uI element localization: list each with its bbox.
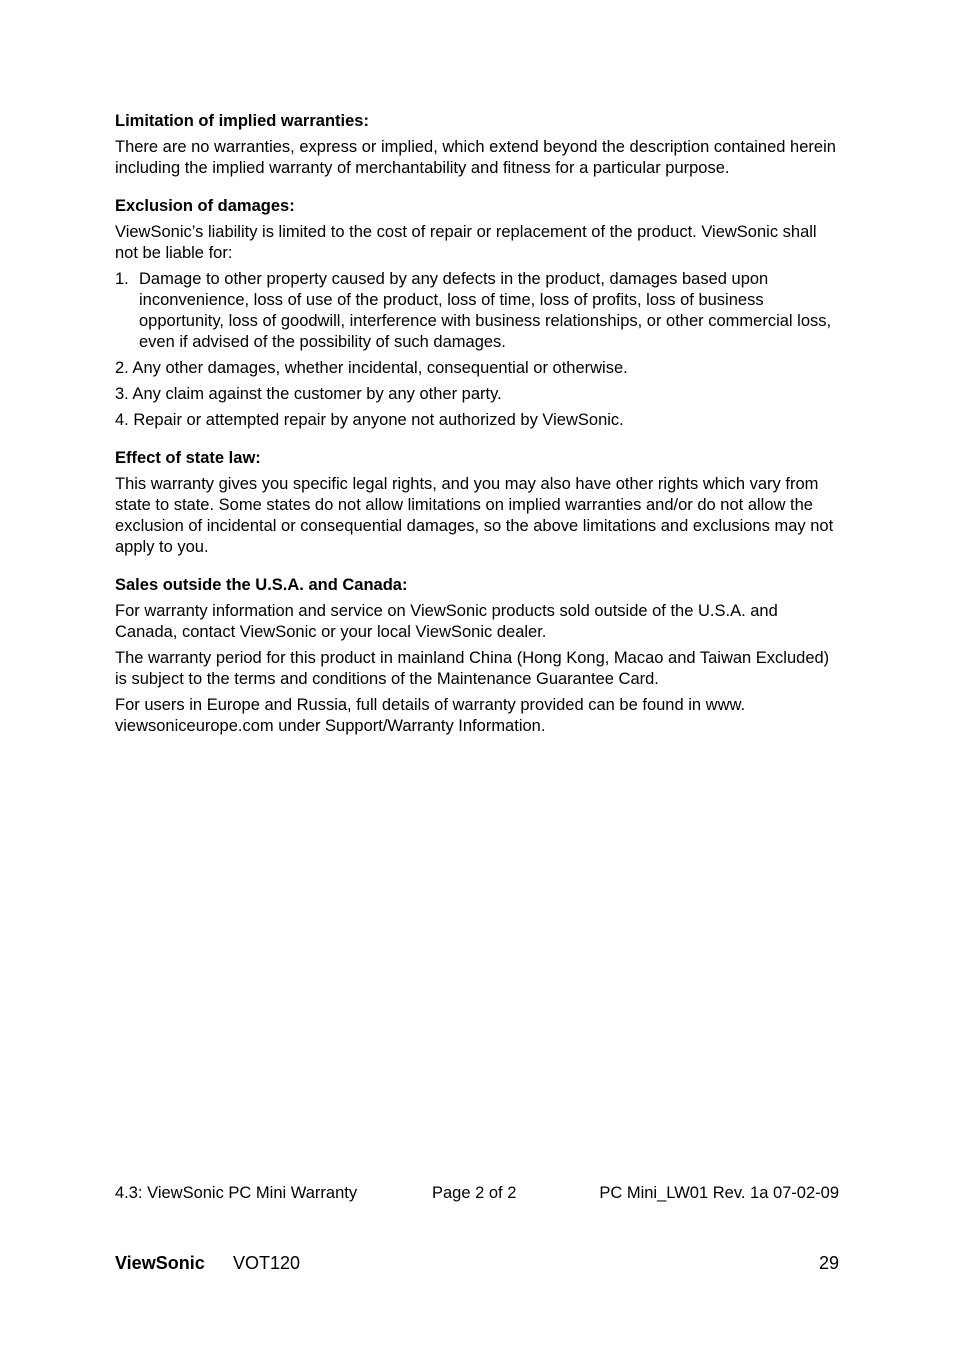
list-item	[115, 269, 843, 353]
section-heading: Effect of state law:	[115, 449, 261, 467]
footer-revision: PC Mini_LW01 Rev. 1a 07-02-09	[599, 1184, 839, 1202]
footer-page-count: Page 2 of 2	[432, 1184, 517, 1202]
list-item-text: Damage to other property caused by any defects in the product, damages based upon inconvenience, loss of use of the product, loss of time, loss of profits, loss of business opportunity, loss of goodwill, interference with business relationships, or other commercial loss, even if advised of the possibility of such damages.	[139, 270, 832, 351]
section-paragraph: For warranty information and service on ViewSonic products sold outside of the U.S.A. and Canada, contact ViewSonic or your local ViewSonic dealer.	[115, 602, 778, 641]
page-number: 29	[818, 1253, 839, 1273]
list-item: 2. Any other damages, whether incidental, consequential or otherwise.	[115, 359, 628, 377]
section-limitation	[115, 111, 843, 179]
section-paragraph: For users in Europe and Russia, full details of warranty provided can be found in www. viewsoniceurope.com under Support/Warranty Information.	[115, 696, 746, 735]
page-footer	[115, 1251, 839, 1275]
document-footer	[115, 1183, 839, 1204]
section-state-law	[115, 448, 843, 558]
list-item: 3. Any claim against the customer by any other party.	[115, 385, 502, 403]
brand-name: ViewSonic	[115, 1253, 205, 1273]
model-number: VOT120	[233, 1253, 301, 1273]
section-paragraph: ViewSonic’s liability is limited to the cost of repair or replacement of the product. ViewSonic shall not be liable for:	[115, 223, 817, 262]
section-paragraph: This warranty gives you specific legal rights, and you may also have other rights which vary from state to state. Some states do not allow limitations on implied warranties and/or do not allow the exclusion of incidental or consequential damages, so the above limitations and exclusions may not apply to you.	[115, 475, 834, 556]
section-paragraph: There are no warranties, express or implied, which extend beyond the description contained herein including the implied warranty of merchantability and fitness for a particular purpose.	[115, 138, 836, 177]
document-body	[115, 111, 843, 754]
section-heading: Limitation of implied warranties:	[115, 112, 369, 130]
section-paragraph: The warranty period for this product in mainland China (Hong Kong, Macao and Taiwan Excluded) is subject to the terms and conditions of the Maintenance Guarantee Card.	[115, 649, 830, 688]
list-item-number: 1.	[115, 270, 129, 288]
section-sales-outside	[115, 575, 843, 737]
section-exclusion	[115, 196, 843, 431]
section-heading: Sales outside the U.S.A. and Canada:	[115, 576, 408, 594]
list-item: 4. Repair or attempted repair by anyone not authorized by ViewSonic.	[115, 411, 624, 429]
footer-doc-title: 4.3: ViewSonic PC Mini Warranty	[115, 1184, 358, 1202]
section-heading: Exclusion of damages:	[115, 197, 295, 215]
